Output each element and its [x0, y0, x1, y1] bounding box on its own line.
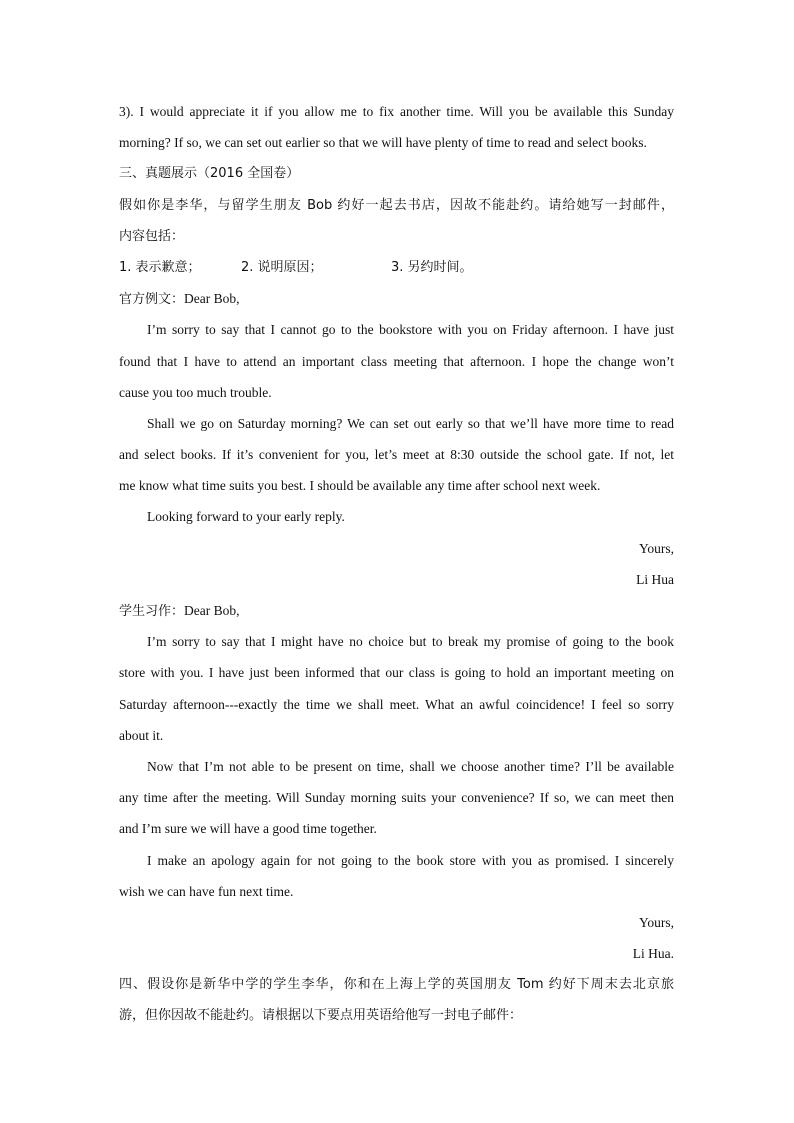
- official-p1-line-3: cause you too much trouble.: [119, 384, 272, 400]
- official-salutation: Dear Bob,: [184, 291, 240, 307]
- section4-prompt-line-1: 四、假设你是新华中学的学生李华，你和在上海上学的英国朋友 Tom 约好下周末去北京旅: [119, 977, 674, 993]
- student-p2-line-1: Now that I’m not able to be present on time, shall we choose another time? I’ll be available: [147, 758, 674, 774]
- section3-prompt-line-2: 内容包括：: [119, 228, 185, 244]
- student-p3-line-2: wish we can have fun next time.: [119, 883, 294, 899]
- official-label: 官方例文：: [119, 292, 185, 308]
- section3-heading: 三、真题展示（2016 全国卷）: [119, 166, 300, 182]
- student-p2-line-2: any time after the meeting. Will Sunday morning suits your convenience? If so, we can meet then: [119, 790, 674, 806]
- student-p1-line-2: store with you. I have just been informed that our class is going to hold an important meeting on: [119, 665, 674, 681]
- official-p2-line-2: and select books. If it’s convenient for you, let’s meet at 8:30 outside the school gate. If not, let: [119, 447, 674, 463]
- official-p3: Looking forward to your early reply.: [147, 509, 345, 525]
- item-new-time: 3. 另约时间。: [391, 259, 473, 275]
- student-sample-heading: [119, 595, 674, 626]
- official-closing: Yours,: [638, 540, 674, 556]
- item-reason: 2. 说明原因；: [241, 259, 323, 275]
- student-p2-line-3: and I’m sure we will have a good time together.: [119, 821, 377, 837]
- section3-items: [119, 252, 674, 283]
- official-signature: Li Hua: [636, 571, 674, 587]
- official-sample-heading: [119, 283, 674, 314]
- official-p2-line-3: me know what time suits you best. I should be available any time after school next week.: [119, 478, 601, 494]
- official-p1-line-2: found that I have to attend an important class meeting that afternoon. I hope the change won’t: [119, 353, 674, 369]
- student-signature: Li Hua.: [632, 946, 674, 962]
- official-p1-line-1: I’m sorry to say that I cannot go to the bookstore with you on Friday afternoon. I have just: [147, 322, 674, 338]
- student-p1-line-3: Saturday afternoon---exactly the time we shall meet. What an awful coincidence! I feel so sorry: [119, 696, 674, 712]
- prev-tail-line-1: 3). I would appreciate it if you allow me to fix another time. Will you be available this Sunday: [119, 104, 674, 119]
- prev-tail-line-2: morning? If so, we can set out earlier so that we will have plenty of time to read and select books.: [119, 135, 647, 151]
- document-page: [119, 96, 674, 1032]
- student-salutation: Dear Bob,: [184, 603, 240, 618]
- student-closing: Yours,: [638, 914, 674, 930]
- student-p3-line-1: I make an apology again for not going to the book store with you as promised. I sincerely: [147, 852, 674, 868]
- section4-prompt-line-2: 游，但你因故不能赴约。请根据以下要点用英语给他写一封电子邮件：: [119, 1008, 523, 1024]
- student-p1-line-4: about it.: [119, 727, 164, 743]
- item-apology: 1. 表示歉意；: [119, 259, 201, 275]
- official-p2-line-1: Shall we go on Saturday morning? We can set out early so that we’ll have more time to read: [147, 415, 674, 431]
- student-label: 学生习作：: [119, 604, 185, 619]
- section3-prompt-line-1: 假如你是李华，与留学生朋友 Bob 约好一起去书店，因故不能赴约。请给她写一封邮件，: [119, 197, 674, 213]
- student-p1-line-1: I’m sorry to say that I might have no choice but to break my promise of going to the book: [147, 634, 674, 650]
